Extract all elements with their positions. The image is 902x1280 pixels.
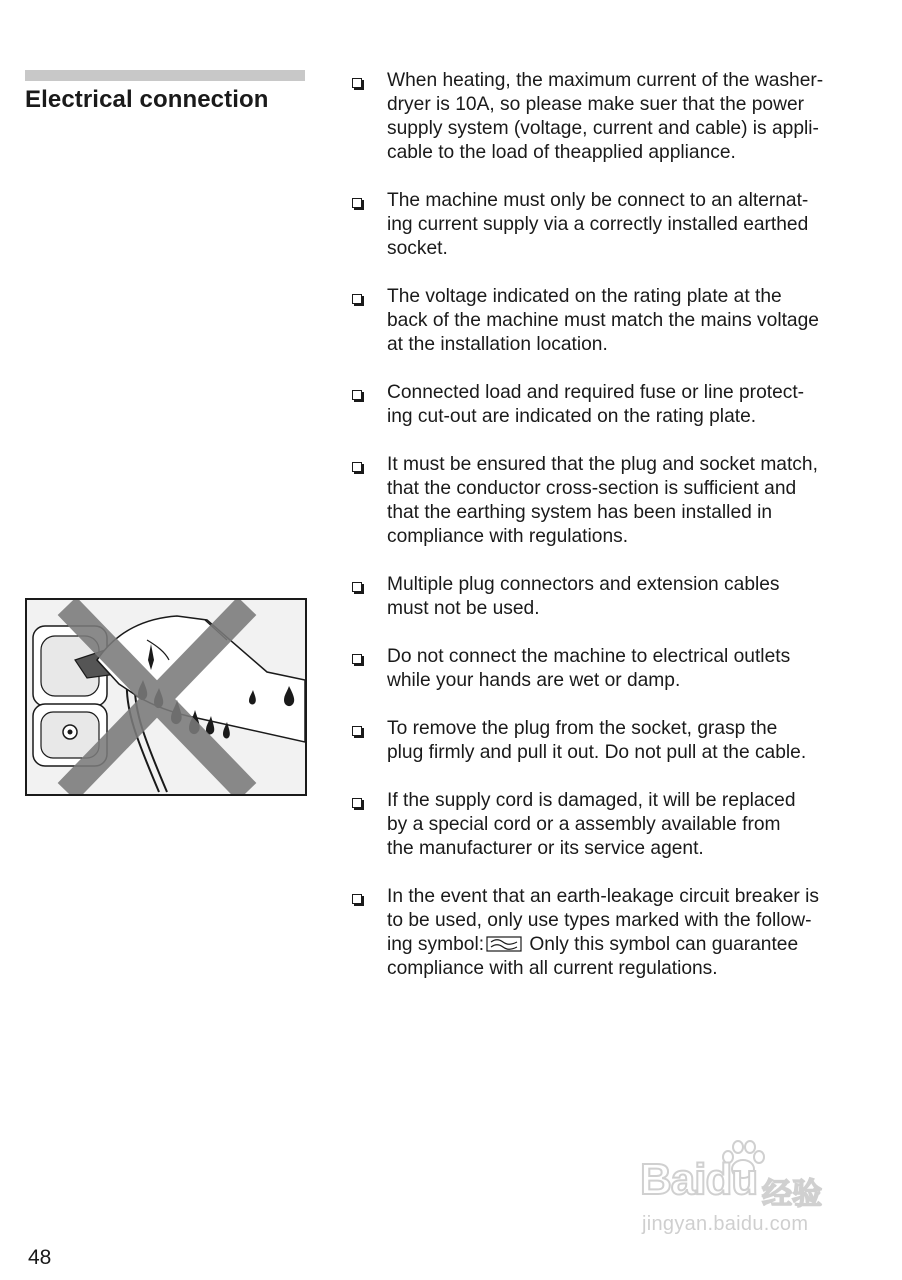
bullet-item-4: Connected load and required fuse or line protect- ing cut-out are indicated on the rating plate. — [352, 381, 892, 429]
checkbox-bullet-icon — [352, 726, 362, 736]
checkbox-bullet-icon — [352, 294, 362, 304]
bullet-item-10 — [352, 885, 892, 981]
checkbox-bullet-icon — [352, 582, 362, 592]
checkbox-bullet-icon — [352, 654, 362, 664]
page-number: 48 — [28, 1246, 52, 1269]
checkbox-bullet-icon — [352, 78, 362, 88]
watermark-url: jingyan.baidu.com — [642, 1213, 809, 1235]
bullet-item-7: Do not connect the machine to electrical outlets while your hands are wet or damp. — [352, 645, 892, 693]
bullet-item-8: To remove the plug from the socket, grasp the plug firmly and pull it out. Do not pull at the cable. — [352, 717, 892, 765]
checkbox-bullet-icon — [352, 462, 362, 472]
bullet-item-2: The machine must only be connect to an alternat- ing current supply via a correctly installed earthed socket. — [352, 189, 892, 261]
checkbox-bullet-icon — [352, 894, 362, 904]
checkbox-bullet-icon — [352, 390, 362, 400]
checkbox-bullet-icon — [352, 798, 362, 808]
watermark-brand: Baidu — [640, 1155, 758, 1204]
section-rule-bar — [25, 70, 305, 81]
wet-hands-plug-illustration — [25, 598, 307, 796]
watermark-cn-text: 经验 — [762, 1178, 822, 1211]
bullet-item-1: When heating, the maximum current of the washer- dryer is 10A, so please make suer that the power supply system (voltage, current and cable) is appli- cable to the load of theapplied appliance. — [352, 69, 892, 165]
checkbox-bullet-icon — [352, 198, 362, 208]
bullet-item-6: Multiple plug connectors and extension cables must not be used. — [352, 573, 892, 621]
bullet-item-5: It must be ensured that the plug and socket match, that the conductor cross-section is sufficient and that the earthing system has been installed in compliance with regulations. — [352, 453, 892, 549]
section-title: Electrical connection — [25, 86, 269, 113]
bullet-list — [352, 69, 892, 1005]
bullet-text-before-symbol: In the event that an earth-leakage circuit breaker is to be used, only use types marked with the follow- ing symbol: — [387, 886, 819, 955]
bullet-item-3: The voltage indicated on the rating plate at the back of the machine must match the mains voltage at the installation location. — [352, 285, 892, 357]
bullet-text-after-symbol: Only this symbol can guarantee compliance with all current regulations. — [387, 934, 799, 979]
bullet-item-9: If the supply cord is damaged, it will be replaced by a special cord or a assembly available from the manufacturer or its service agent. — [352, 789, 892, 861]
residual-current-symbol-icon — [486, 936, 522, 952]
baidu-watermark — [640, 1145, 860, 1245]
